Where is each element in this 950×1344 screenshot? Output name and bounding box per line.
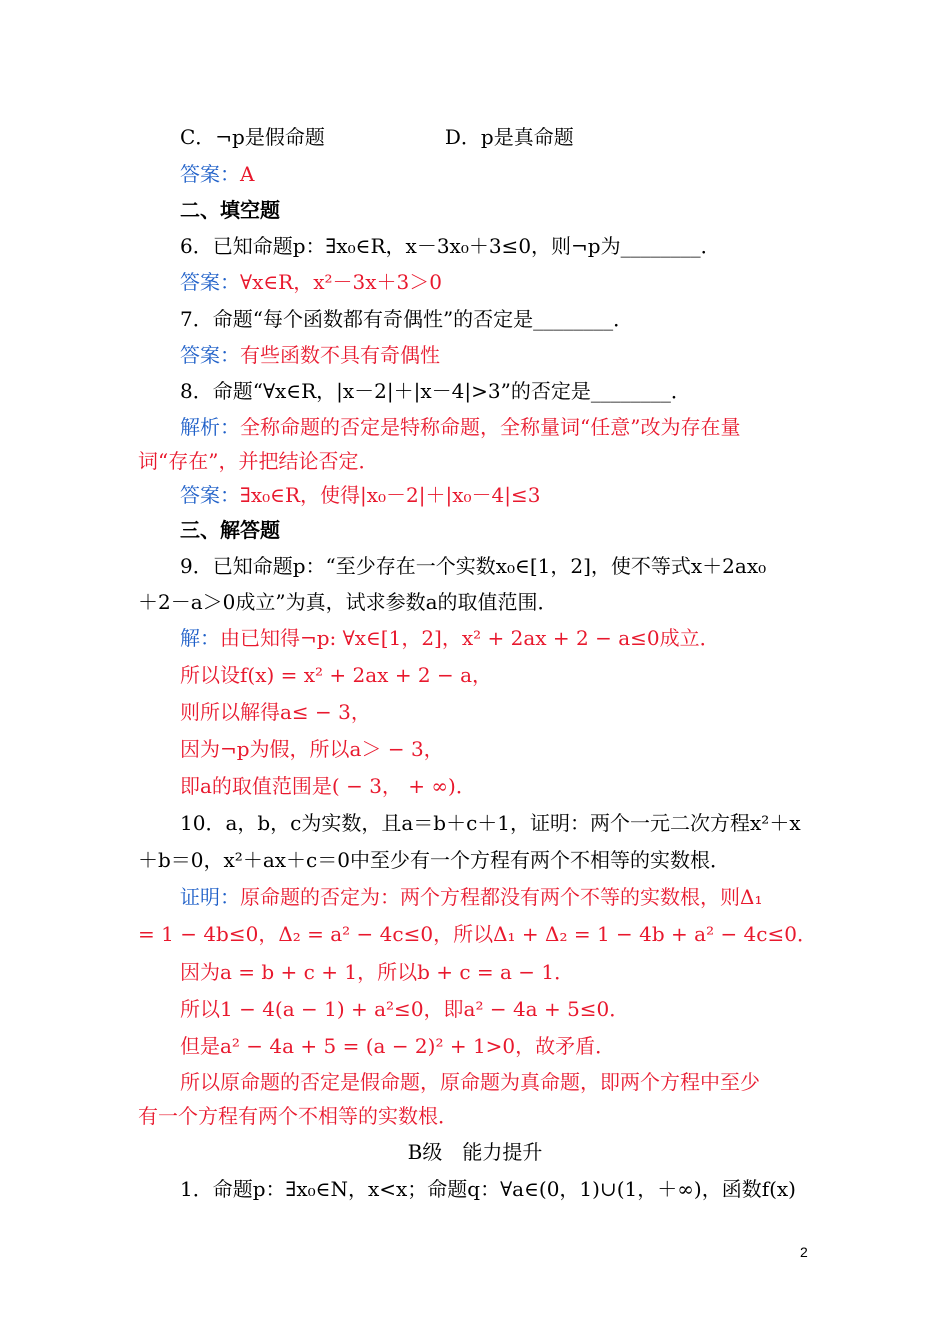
solution-9-line2: 所以设f(x) = x² + 2ax + 2 − a， <box>180 663 493 687</box>
question-10-line2: ＋b＝0，x²＋ax＋c＝0中至少有一个方程有两个不相等的实数根． <box>138 848 730 872</box>
proof-10-line6: 所以原命题的否定是假命题，原命题为真命题，即两个方程中至少 <box>180 1070 760 1094</box>
answer-7: 答案：有些函数不具有奇偶性 <box>180 343 440 367</box>
section-solve-heading: 三、解答题 <box>180 518 280 542</box>
solution-9-line1: 解：由已知得¬p: ∀x∈[1，2]，x² + 2ax + 2 − a≤0成立． <box>180 626 720 650</box>
proof-10-line3: 因为a = b + c + 1，所以b + c = a − 1． <box>180 960 575 984</box>
analysis-8-line2: 词“存在”，并把结论否定． <box>138 449 379 473</box>
section-fill-in-heading: 二、填空题 <box>180 198 280 222</box>
question-6: 6．已知命题p：∃x₀∈R，x－3x₀＋3≤0，则¬p为________． <box>180 234 721 258</box>
solution-9-line4: 因为¬p为假，所以a＞ − 3， <box>180 737 444 761</box>
question-7: 7．命题“每个函数都有奇偶性”的否定是________． <box>180 307 634 331</box>
option-c-d-line <box>180 123 820 151</box>
proof-10-line4: 所以1 − 4(a − 1) + a²≤0，即a² − 4a + 5≤0． <box>180 997 630 1021</box>
proof-10-line1: 证明：原命题的否定为：两个方程都没有两个不等的实数根，则Δ₁ <box>180 885 763 909</box>
solution-9-line5: 即a的取值范围是( − 3， + ∞)． <box>180 774 476 798</box>
proof-10-line5: 但是a² − 4a + 5 = (a − 2)² + 1>0，故矛盾． <box>180 1034 616 1058</box>
section-b-heading: B级 能力提升 <box>407 1140 543 1164</box>
analysis-8-line1: 解析：全称命题的否定是特称命题，全称量词“任意”改为存在量 <box>180 415 741 439</box>
answer-8: 答案：∃x₀∈R，使得|x₀－2|＋|x₀－4|≤3 <box>180 483 541 507</box>
proof-10-line2: = 1 − 4b≤0，Δ₂ = a² − 4c≤0，所以Δ₁ + Δ₂ = 1 − 4b + a² − 4c≤0． <box>138 922 817 946</box>
solution-9-line3: 则所以解得a≤ − 3， <box>180 700 371 724</box>
question-9-line2: ＋2－a＞0成立”为真，试求参数a的取值范围． <box>138 590 558 614</box>
proof-10-line7: 有一个方程有两个不相等的实数根． <box>138 1104 458 1128</box>
question-10-line1: 10．a，b，c为实数，且a＝b＋c＋1，证明：两个一元二次方程x²＋x <box>180 811 801 835</box>
answer-6: 答案：∀x∈R，x²－3x＋3＞0 <box>180 270 442 294</box>
question-9-line1: 9．已知命题p：“至少存在一个实数x₀∈[1，2]，使不等式x＋2ax₀ <box>180 554 767 578</box>
page-number: 2 <box>800 1244 808 1260</box>
b-question-1: 1．命题p：∃x₀∈N，x<x；命题q：∀a∈(0，1)∪(1，＋∞)，函数f(x) <box>180 1177 796 1201</box>
option-d: D．p是真命题 <box>444 125 574 149</box>
option-c: C．¬p是假命题 <box>180 125 325 149</box>
question-8: 8．命题“∀x∈R，|x－2|＋|x－4|>3”的否定是________． <box>180 379 691 403</box>
answer-5: 答案：A <box>180 162 255 186</box>
